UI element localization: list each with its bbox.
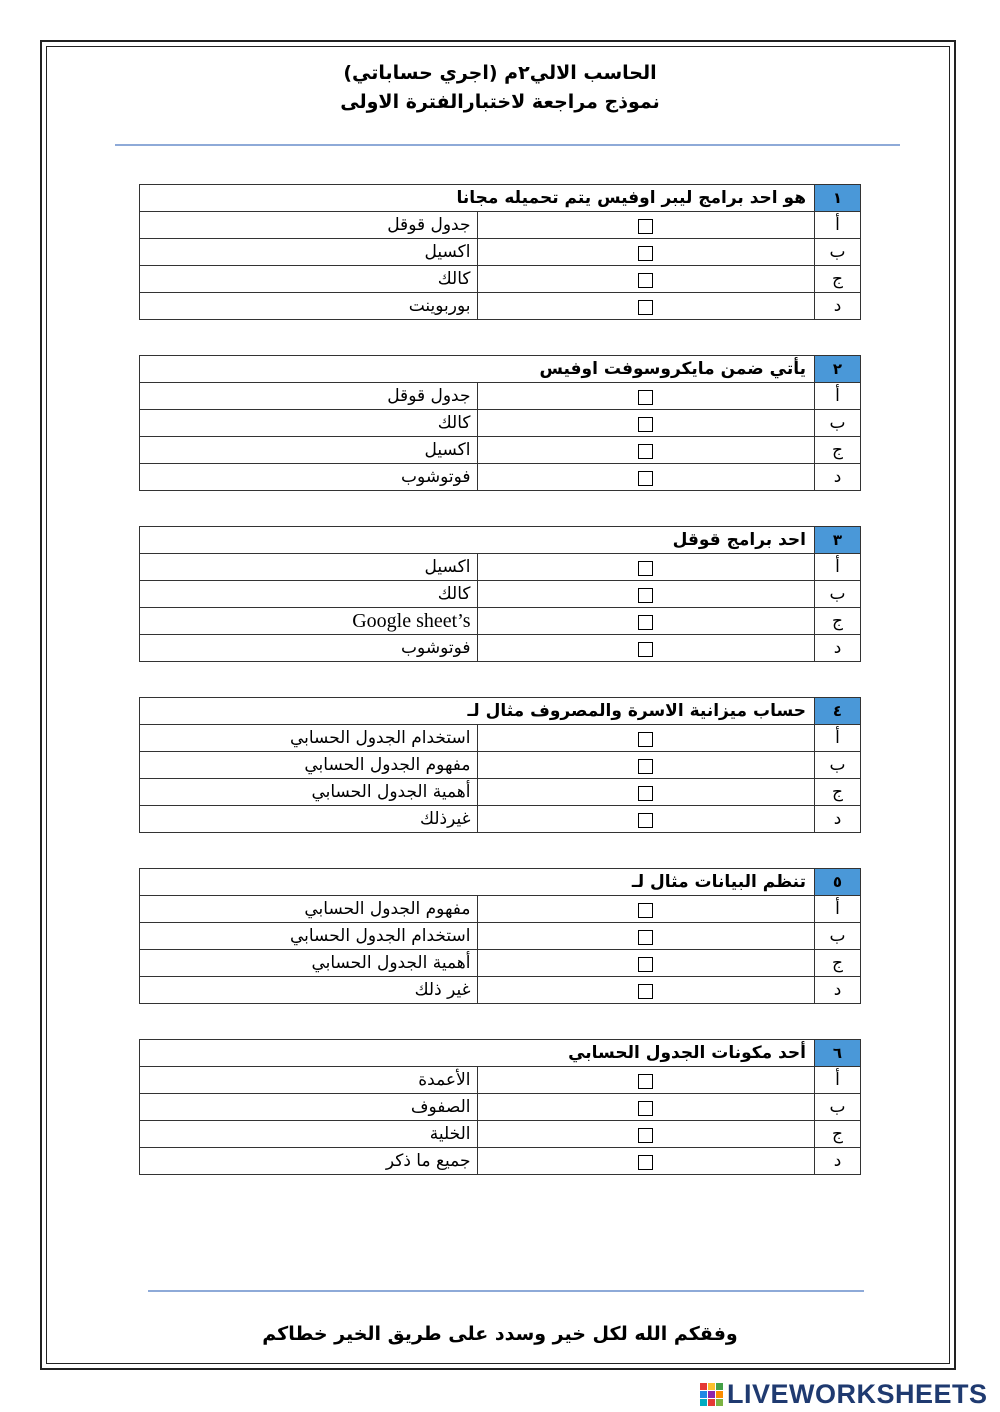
option-text: مفهوم الجدول الحسابي [140,896,478,923]
checkbox-icon[interactable] [638,273,653,288]
checkbox-icon[interactable] [638,471,653,486]
checkbox-icon[interactable] [638,813,653,828]
option-row[interactable] [140,1094,861,1121]
question-text: حساب ميزانية الاسرة والمصروف مثال لـ [140,698,815,725]
option-text: الصفوف [140,1094,478,1121]
option-letter: د [815,1148,861,1175]
option-row[interactable] [140,1121,861,1148]
option-checkbox-cell[interactable] [477,266,815,293]
checkbox-icon[interactable] [638,984,653,999]
option-letter: د [815,293,861,320]
option-checkbox-cell[interactable] [477,806,815,833]
option-letter: ب [815,410,861,437]
option-letter: د [815,977,861,1004]
option-text: غيرذلك [140,806,478,833]
option-row[interactable] [140,725,861,752]
option-text: مفهوم الجدول الحسابي [140,752,478,779]
worksheet-subtitle: نموذج مراجعة لاختبارالفترة الاولى [340,91,660,113]
option-letter: أ [815,896,861,923]
option-letter: د [815,464,861,491]
option-letter: ج [815,950,861,977]
option-checkbox-cell[interactable] [477,1094,815,1121]
option-row[interactable] [140,779,861,806]
option-checkbox-cell[interactable] [477,950,815,977]
option-row[interactable] [140,581,861,608]
question-header-row [140,1040,861,1067]
checkbox-icon[interactable] [638,759,653,774]
option-row[interactable] [140,923,861,950]
checkbox-icon[interactable] [638,732,653,747]
option-row[interactable] [140,410,861,437]
option-text: غير ذلك [140,977,478,1004]
option-checkbox-cell[interactable] [477,635,815,662]
option-text: استخدام الجدول الحسابي [140,923,478,950]
option-checkbox-cell[interactable] [477,239,815,266]
option-text: فوتوشوب [140,635,478,662]
question-header-row [140,527,861,554]
checkbox-icon[interactable] [638,642,653,657]
option-checkbox-cell[interactable] [477,464,815,491]
question-header-row [140,869,861,896]
checkbox-icon[interactable] [638,786,653,801]
option-checkbox-cell[interactable] [477,779,815,806]
option-letter: أ [815,554,861,581]
checkbox-icon[interactable] [638,903,653,918]
option-text: اكسيل [140,239,478,266]
option-row[interactable] [140,896,861,923]
checkbox-icon[interactable] [638,957,653,972]
option-checkbox-cell[interactable] [477,977,815,1004]
option-text: استخدام الجدول الحسابي [140,725,478,752]
option-text: كالك [140,581,478,608]
question-text: تنظم البيانات مثال لـ [140,869,815,896]
option-row[interactable] [140,635,861,662]
header-divider [115,144,900,146]
footer-divider [148,1290,864,1292]
option-letter: أ [815,212,861,239]
question-number: ٥ [815,869,861,896]
checkbox-icon[interactable] [638,588,653,603]
checkbox-icon[interactable] [638,417,653,432]
question-number: ٣ [815,527,861,554]
option-letter: ج [815,1121,861,1148]
checkbox-icon[interactable] [638,561,653,576]
question-table [139,1039,861,1175]
option-checkbox-cell[interactable] [477,923,815,950]
question-text: يأتي ضمن مايكروسوفت اوفيس [140,356,815,383]
option-text: جدول قوقل [140,212,478,239]
checkbox-icon[interactable] [638,300,653,315]
option-text: Google sheet’s [140,608,478,635]
question-number: ١ [815,185,861,212]
question-number: ٤ [815,698,861,725]
question-table [139,697,861,833]
option-checkbox-cell[interactable] [477,581,815,608]
option-text: أهمية الجدول الحسابي [140,779,478,806]
option-checkbox-cell[interactable] [477,896,815,923]
question-table [139,184,861,320]
checkbox-icon[interactable] [638,246,653,261]
option-row[interactable] [140,293,861,320]
checkbox-icon[interactable] [638,1074,653,1089]
checkbox-icon[interactable] [638,1128,653,1143]
option-row[interactable] [140,977,861,1004]
option-checkbox-cell[interactable] [477,608,815,635]
checkbox-icon[interactable] [638,390,653,405]
option-letter: د [815,806,861,833]
option-row[interactable] [140,950,861,977]
option-row[interactable] [140,266,861,293]
option-letter: أ [815,725,861,752]
option-text: فوتوشوب [140,464,478,491]
option-text: اكسيل [140,554,478,581]
option-letter: أ [815,1067,861,1094]
question-header-row [140,698,861,725]
question-table [139,355,861,491]
option-letter: ب [815,1094,861,1121]
option-checkbox-cell[interactable] [477,383,815,410]
option-row[interactable] [140,437,861,464]
option-checkbox-cell[interactable] [477,437,815,464]
checkbox-icon[interactable] [638,219,653,234]
footer-text: وفقكم الله لكل خير وسدد على طريق الخير خطاكم [262,1323,738,1345]
option-letter: ب [815,239,861,266]
option-checkbox-cell[interactable] [477,725,815,752]
option-checkbox-cell[interactable] [477,212,815,239]
question-text: احد برامج قوقل [140,527,815,554]
option-checkbox-cell[interactable] [477,410,815,437]
question-table [139,868,861,1004]
option-letter: ج [815,608,861,635]
option-checkbox-cell[interactable] [477,1067,815,1094]
option-text: الخلية [140,1121,478,1148]
option-row[interactable] [140,383,861,410]
question-number: ٢ [815,356,861,383]
option-row[interactable] [140,239,861,266]
option-letter: د [815,635,861,662]
checkbox-icon[interactable] [638,444,653,459]
option-row[interactable] [140,554,861,581]
option-checkbox-cell[interactable] [477,293,815,320]
option-text: أهمية الجدول الحسابي [140,950,478,977]
worksheet-title: الحاسب الالي٢م (اجري حساباتي) [343,62,657,84]
question-text: أحد مكونات الجدول الحسابي [140,1040,815,1067]
option-checkbox-cell[interactable] [477,554,815,581]
option-text: كالك [140,410,478,437]
checkbox-icon[interactable] [638,615,653,630]
question-header-row [140,185,861,212]
option-text: بوربوينت [140,293,478,320]
question-text: هو احد برامج ليبر اوفيس يتم تحميله مجانا [140,185,815,212]
option-row[interactable] [140,464,861,491]
option-text: جدول قوقل [140,383,478,410]
checkbox-icon[interactable] [638,1155,653,1170]
option-row[interactable] [140,1067,861,1094]
question-table [139,526,861,662]
question-header-row [140,356,861,383]
option-checkbox-cell[interactable] [477,1148,815,1175]
option-row[interactable] [140,608,861,635]
option-text: اكسيل [140,437,478,464]
option-row[interactable] [140,806,861,833]
liveworksheets-brand [700,1378,1000,1410]
option-letter: ج [815,437,861,464]
option-text: الأعمدة [140,1067,478,1094]
liveworksheets-logo-icon [700,1383,723,1406]
option-letter: ج [815,266,861,293]
checkbox-icon[interactable] [638,1101,653,1116]
option-checkbox-cell[interactable] [477,1121,815,1148]
question-number: ٦ [815,1040,861,1067]
option-letter: ب [815,923,861,950]
option-letter: ب [815,752,861,779]
checkbox-icon[interactable] [638,930,653,945]
brand-name: LIVEWORKSHEETS [727,1378,988,1409]
option-text: كالك [140,266,478,293]
option-text: جميع ما ذكر [140,1148,478,1175]
option-letter: ب [815,581,861,608]
option-row[interactable] [140,752,861,779]
option-letter: أ [815,383,861,410]
option-checkbox-cell[interactable] [477,752,815,779]
option-letter: ج [815,779,861,806]
option-row[interactable] [140,1148,861,1175]
option-row[interactable] [140,212,861,239]
